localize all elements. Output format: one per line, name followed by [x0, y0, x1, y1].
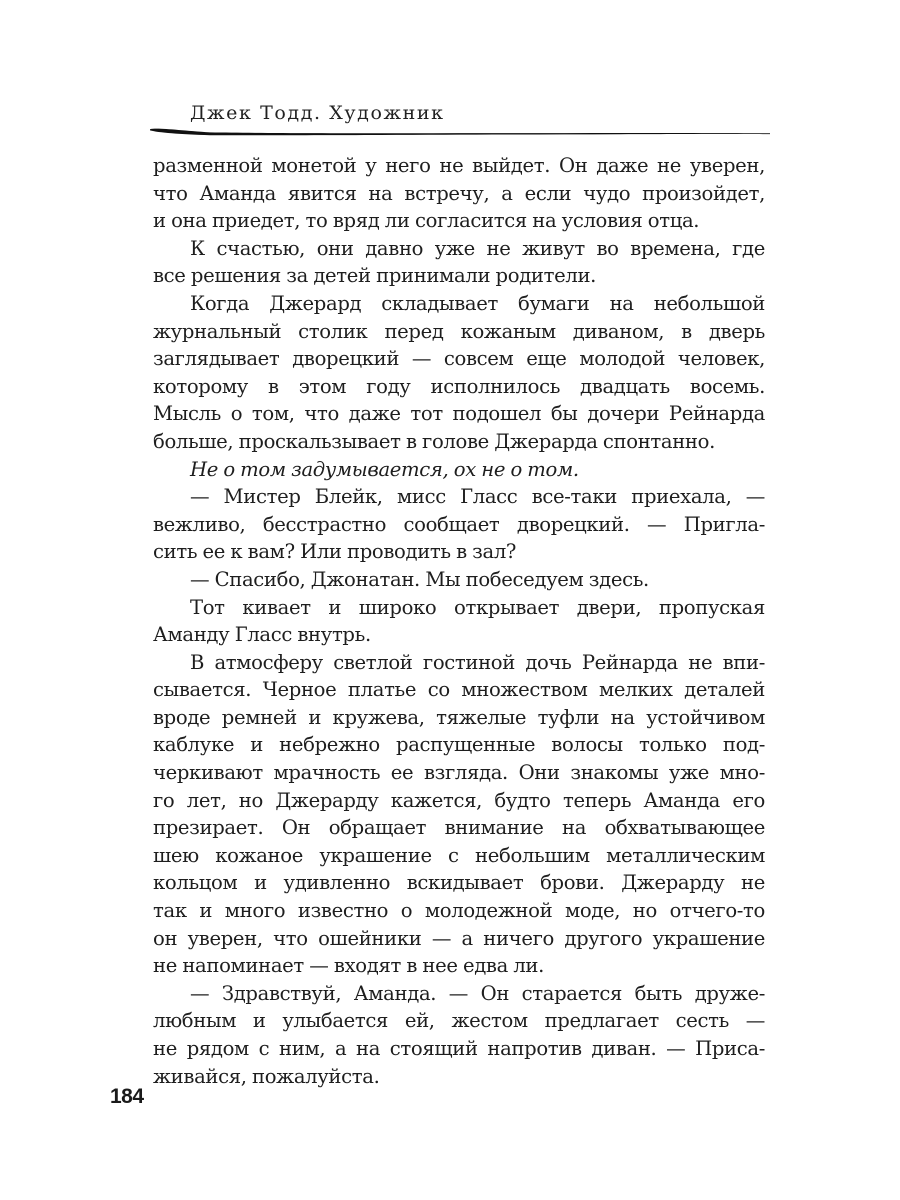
text-line: вроде ремней и кружева, тяжелые туфли на устойчивом	[153, 705, 765, 729]
text-line: журнальный столик перед кожаным диваном, в дверь	[153, 319, 765, 343]
text-line: которому в этом году исполнилось двадцать восемь.	[153, 374, 765, 398]
text-line: го лет, но Джерарду кажется, будто теперь Аманда его	[153, 788, 765, 812]
text-line: Мысль о том, что даже тот подошел бы дочери Рейнарда	[153, 402, 765, 426]
body-text	[153, 152, 765, 1090]
text-line: так и много известно о молодежной моде, но отчего-то	[153, 899, 765, 923]
text-line: разменной монетой у него не выйдет. Он даже не уверен,	[153, 154, 765, 177]
header-rule	[150, 124, 770, 138]
text-line: черкивают мрачность ее взгляда. Они знакомы уже мно-	[153, 761, 765, 785]
text-line: К счастью, они давно уже не живут во времена, где	[190, 236, 765, 260]
text-line: все решения за детей принимали родители.	[153, 264, 597, 288]
text-line: каблуке и небрежно распущенные волосы только под-	[153, 733, 765, 757]
text-line: что Аманда явится на встречу, а если чудо произойдет,	[153, 181, 765, 205]
text-line: В атмосферу светлой гостиной дочь Рейнарда не впи-	[190, 650, 765, 674]
text-line: — Мистер Блейк, мисс Гласс все-таки приехала, —	[190, 485, 765, 509]
text-line: не рядом с ним, а на стоящий напротив диван. — Приса-	[153, 1037, 765, 1060]
text-line: шею кожаное украшение с небольшим металлическим	[153, 843, 765, 867]
text-line: Когда Джерард складывает бумаги на небольшой	[190, 291, 765, 315]
page-number: 184	[110, 1085, 144, 1108]
text-line: заглядывает дворецкий — совсем еще молодой человек,	[153, 347, 765, 371]
text-line: сить ее к вам? Или проводить в зал?	[153, 540, 517, 564]
text-line: не напоминает — входят в нее едва ли.	[153, 954, 545, 978]
text-line: он уверен, что ошейники — а ничего другого украшение	[153, 926, 765, 950]
text-line: живайся, пожалуйста.	[153, 1064, 380, 1088]
text-line-italic: Не о том задумывается, ох не о том.	[190, 457, 579, 481]
text-line: больше, проскальзывает в голове Джерарда спонтанно.	[153, 429, 715, 453]
text-line: — Здравствуй, Аманда. — Он старается быть друже-	[190, 981, 765, 1005]
text-line: презирает. Он обращает внимание на обхватывающее	[153, 816, 765, 840]
text-line: кольцом и удивленно вскидывает брови. Джерарду не	[153, 871, 765, 895]
running-head-title: Джек Тодд. Художник	[190, 102, 445, 124]
text-line: и она приедет, то вряд ли согласится на условия отца.	[153, 209, 700, 233]
text-line: Аманду Гласс внутрь.	[153, 623, 371, 647]
text-line: любным и улыбается ей, жестом предлагает сесть —	[153, 1009, 765, 1033]
text-line: Тот кивает и широко открывает двери, пропуская	[190, 595, 765, 619]
text-line: вежливо, бесстрастно сообщает дворецкий. — Пригла-	[153, 512, 765, 536]
text-line: сывается. Черное платье со множеством мелких деталей	[153, 678, 765, 702]
text-line: — Спасибо, Джонатан. Мы побеседуем здесь.	[190, 567, 649, 591]
